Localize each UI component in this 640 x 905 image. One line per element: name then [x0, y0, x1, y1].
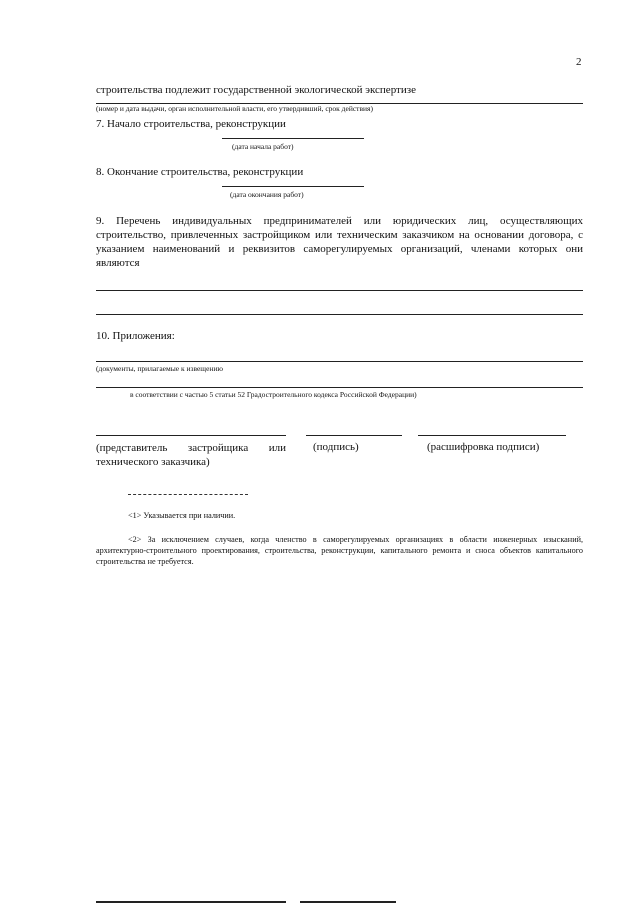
expertise-line: строительства подлежит государственной экологической экспертизе	[96, 84, 416, 96]
representative-caption: (представитель застройщика или технического заказчика)	[96, 442, 286, 468]
page-number: 2	[576, 56, 582, 68]
end-date-underline	[222, 186, 364, 187]
start-date-underline	[222, 138, 364, 139]
section-10-title: 10. Приложения:	[96, 330, 175, 342]
section-8-title: 8. Окончание строительства, реконструкции	[96, 166, 304, 178]
footnote-2: <2> За исключением случаев, когда членство в саморегулируемых организациях в области инженерных изысканий, архитектурно-строительного проектирования, строительства, реконструкции, капитального ремонта и сноса объектов капитального строительства не требуется.	[96, 535, 583, 566]
footnote-1: <1> Указывается при наличии.	[128, 511, 236, 520]
start-date-caption: (дата начала работ)	[232, 142, 294, 151]
representative-underline	[96, 435, 286, 436]
section-9-text: 9. Перечень индивидуальных предпринимателей или юридических лиц, осуществляющих строительство, привлеченных застройщиком или техническим заказчиком на основании договора, с указанием наименований и реквизитов саморегулируемых организаций, членами которых они являются	[96, 215, 583, 269]
footnote-separator	[128, 494, 248, 495]
decoding-underline	[418, 435, 566, 436]
attachments-underline	[96, 361, 583, 362]
bottom-edge-line-1	[96, 901, 286, 903]
attachments-caption: (документы, прилагаемые к извещению	[96, 364, 224, 373]
section-9-line-1	[96, 290, 583, 291]
attachments-caption-2: в соответствии с частью 5 статьи 52 Градостроительного кодекса Российской Федерации)	[130, 390, 417, 399]
end-date-caption: (дата окончания работ)	[230, 190, 304, 199]
bottom-edge-line-2	[300, 901, 396, 903]
decoding-caption: (расшифровка подписи)	[427, 441, 540, 453]
signature-underline	[306, 435, 402, 436]
attachments-underline-2	[96, 387, 583, 388]
expertise-caption: (номер и дата выдачи, орган исполнительной власти, его утвердивший, срок действия)	[96, 104, 373, 113]
section-7-title: 7. Начало строительства, реконструкции	[96, 118, 286, 130]
signature-caption: (подпись)	[313, 441, 359, 453]
section-9-line-2	[96, 314, 583, 315]
